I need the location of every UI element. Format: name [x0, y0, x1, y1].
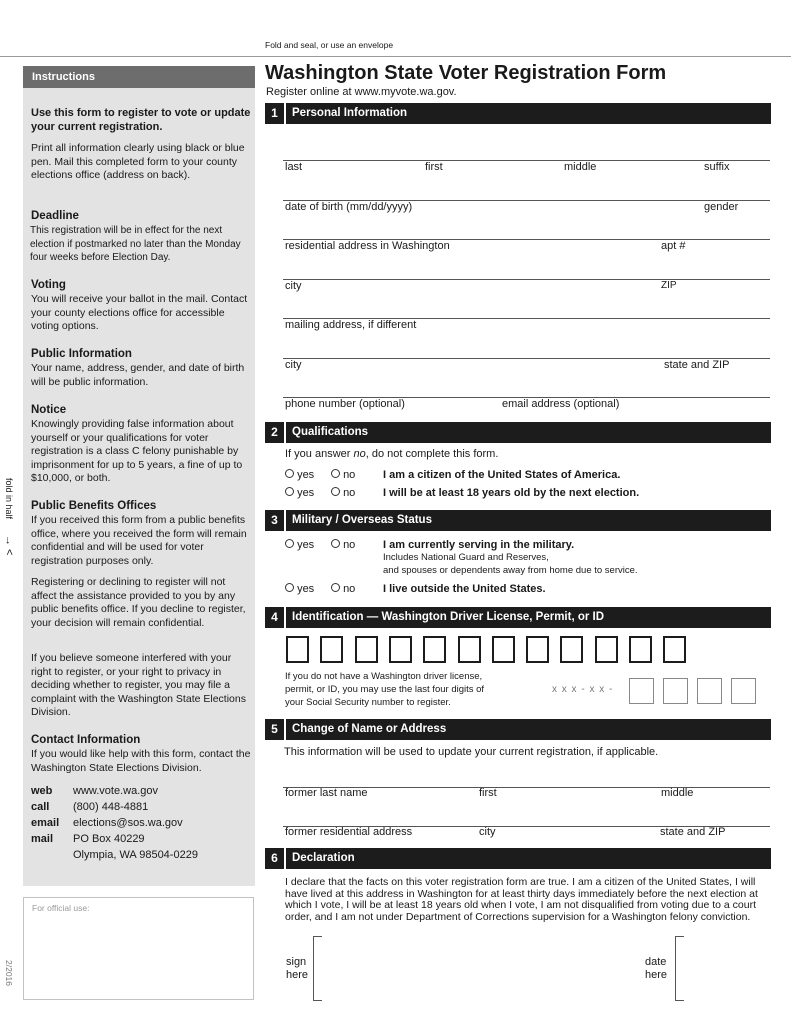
section-3-header: 3 Military / Overseas Status [265, 510, 771, 531]
qual-note: If you answer no, do not complete this form. [285, 448, 499, 460]
middle-name-label: middle [564, 161, 597, 173]
benefits-text-2: Registering or declining to register will not affect the assistance provided to you by any public benefits office. If you decline to register, your decision will remain confidential. [31, 576, 246, 629]
public-info-text: Your name, address, gender, and date of birth will be public information. [31, 362, 245, 388]
radio-icon[interactable] [285, 583, 294, 592]
zip-label: ZIP [661, 280, 677, 291]
id-char-box[interactable] [355, 636, 378, 663]
id-char-box[interactable] [458, 636, 481, 663]
apt-label: apt # [661, 240, 686, 252]
radio-icon[interactable] [331, 539, 340, 548]
form-subtitle: Register online at www.myvote.wa.gov. [266, 86, 457, 98]
id-char-box[interactable] [492, 636, 515, 663]
dob-label: date of birth (mm/dd/yyyy) [285, 201, 413, 213]
section-5-header: 5 Change of Name or Address [265, 719, 771, 740]
military-note-2: and spouses or dependents away from home due to service. [383, 565, 638, 576]
declaration-text: I declare that the facts on this voter registration form are true. I am a citizen of the United States, I will have lived at this address in Washington for at least thirty days immediately before the next election at which I vote, I will be at least 18 years old when I vote, I am not disqualified from voting due to a court order, and I am not under Department of Corrections supervision for a Washington felony conviction. [285, 876, 758, 923]
radio-icon[interactable] [285, 469, 294, 478]
first-name-label: first [425, 161, 443, 173]
date-field[interactable] [675, 936, 684, 1001]
contact-email-value[interactable]: elections@sos.wa.gov [73, 817, 183, 829]
fold-note: Fold and seal, or use an envelope [265, 40, 394, 50]
benefits-heading: Public Benefits Offices [31, 500, 157, 512]
id-char-box[interactable] [595, 636, 618, 663]
contact-mail-city: Olympia, WA 98504-0229 [73, 849, 198, 861]
benefits-text-1: If you received this form from a public benefits office, where you received the form will remain confidential and will be used for voter registration purposes only. [31, 514, 247, 567]
form-title: Washington State Voter Registration Form [265, 62, 667, 84]
former-last-label: former last name [285, 787, 368, 799]
notice-text: Knowingly providing false information about yourself or your qualifications for voter registration is a class C felony punishable by imprisonment for up to 5 years, a fine of up to $10,000, or both. [31, 418, 243, 484]
gender-label: gender [704, 201, 739, 213]
change-note: This information will be used to update your current registration, if applicable. [284, 746, 659, 758]
military-question: I am currently serving in the military. [383, 539, 575, 551]
deadline-heading: Deadline [31, 210, 79, 222]
radio-icon[interactable] [285, 539, 294, 548]
notice-heading: Notice [31, 404, 67, 416]
fold-half-label: fold in half [4, 478, 14, 520]
radio-icon[interactable] [331, 487, 340, 496]
email-label: email address (optional) [502, 398, 620, 410]
voting-text: You will receive your ballot in the mail. Contact your county elections office for accessible voting options. [31, 293, 248, 332]
public-info-heading: Public Information [31, 348, 132, 360]
id-char-box[interactable] [320, 636, 343, 663]
fold-arrow-icon: → < [3, 535, 15, 556]
contact-web: web www.vote.wa.gov [31, 785, 158, 797]
id-char-box[interactable] [389, 636, 412, 663]
date-label-1: date [645, 956, 667, 968]
suffix-label: suffix [704, 161, 730, 173]
contact-web-value[interactable]: www.vote.wa.gov [73, 785, 158, 797]
ssn-digit-box[interactable] [629, 678, 654, 704]
voting-heading: Voting [31, 279, 66, 291]
ssn-digit-box[interactable] [697, 678, 722, 704]
id-char-box[interactable] [286, 636, 309, 663]
deadline-text: This registration will be in effect for the next election if postmarked no later than the Monday four weeks before Election Day. [30, 225, 241, 263]
official-use-box [23, 897, 254, 1000]
date-label-2: here [645, 969, 668, 981]
contact-heading: Contact Information [31, 734, 141, 746]
military-no[interactable]: no [331, 539, 355, 551]
former-city-label: city [479, 826, 496, 838]
age-question: I will be at least 18 years old by the next election. [383, 487, 640, 499]
ssn-digit-box[interactable] [663, 678, 688, 704]
city-label: city [285, 280, 302, 292]
sign-label-2: here [286, 969, 309, 981]
age-yes[interactable]: yes [285, 487, 314, 499]
phone-label: phone number (optional) [285, 398, 405, 410]
id-char-box[interactable] [560, 636, 583, 663]
mail-address-label: mailing address, if different [285, 319, 417, 331]
contact-mail: mail PO Box 40229 [31, 833, 145, 845]
former-address-label: former residential address [285, 826, 413, 838]
official-use-label: For official use: [32, 903, 90, 913]
id-char-box[interactable] [423, 636, 446, 663]
overseas-question: I live outside the United States. [383, 583, 546, 595]
instructions-header: Instructions [23, 66, 255, 88]
print-note: Print all information clearly using black or blue pen. Mail this completed form to your county elections office (address on back). [31, 142, 245, 181]
section-2-header: 2 Qualifications [265, 422, 771, 443]
ident-note-1: If you do not have a Washington driver license, [285, 671, 483, 682]
signature-field[interactable] [313, 936, 322, 1001]
contact-text: If you would like help with this form, contact the Washington State Elections Division. [31, 748, 251, 774]
res-address-label: residential address in Washington [285, 240, 450, 252]
former-middle-label: middle [661, 787, 694, 799]
radio-icon[interactable] [331, 469, 340, 478]
name-line[interactable] [283, 160, 770, 161]
form-version: 2/2016 [4, 960, 14, 986]
fold-line [0, 56, 791, 57]
military-note-1: Includes National Guard and Reserves, [383, 552, 549, 563]
former-first-label: first [479, 787, 497, 799]
contact-email: email elections@sos.wa.gov [31, 817, 183, 829]
ssn-mask: x x x - x x - [552, 684, 614, 695]
radio-icon[interactable] [331, 583, 340, 592]
id-char-box[interactable] [526, 636, 549, 663]
city-line[interactable] [283, 279, 770, 280]
ssn-digit-box[interactable] [731, 678, 756, 704]
section-1-header: 1 Personal Information [265, 103, 771, 124]
sign-label-1: sign [286, 956, 307, 968]
section-6-header: 6 Declaration [265, 848, 771, 869]
military-yes[interactable]: yes [285, 539, 314, 551]
section-4-header: 4 Identification — Washington Driver License, Permit, or ID [265, 607, 771, 628]
contact-call: call (800) 448-4881 [31, 801, 149, 813]
instructions-sidebar [23, 66, 255, 886]
age-no[interactable]: no [331, 487, 355, 499]
ident-note-2: permit, or ID, you may use the last four digits of [285, 684, 485, 695]
citizen-yes[interactable]: yes [285, 469, 314, 481]
id-char-box[interactable] [629, 636, 652, 663]
mail-state-zip-label: state and ZIP [664, 359, 730, 371]
radio-icon[interactable] [285, 487, 294, 496]
citizen-question: I am a citizen of the United States of America. [383, 469, 621, 481]
last-name-label: last [285, 161, 303, 173]
overseas-no[interactable]: no [331, 583, 355, 595]
former-state-zip-label: state and ZIP [660, 826, 726, 838]
benefits-text-3: If you believe someone interfered with your right to register, or your right to privacy in deciding whether to register, you may file a complaint with the Washington State Elections Division. [31, 652, 246, 718]
citizen-no[interactable]: no [331, 469, 355, 481]
mail-city-label: city [285, 359, 302, 371]
overseas-yes[interactable]: yes [285, 583, 314, 595]
instructions-intro: Use this form to register to vote or update your current registration. [31, 107, 251, 133]
id-char-box[interactable] [663, 636, 686, 663]
ident-note-3: your Social Security number to register. [285, 697, 451, 708]
